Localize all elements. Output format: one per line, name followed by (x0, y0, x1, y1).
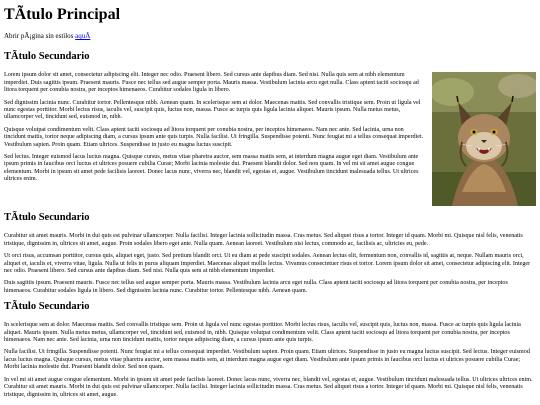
paragraph: Sed dignissim lacinia nunc. Curabitur tortor. Pellentesque nibh. Aenean quam. In scelerisque sem at dolor. Maecenas mattis. Sed convallis tristique sem. Proin ut ligula vel nunc egestas porttitor. Morbi lectus risus, iaculis vel, suscipit quis, luctus non, massa. Fusce ac turpis quis ligula lacinia aliquet. Mauris ipsum. Nulla metus metus, ullamcorper vel, tincidunt sed, euismod in, nibh. (4, 99, 421, 121)
intro-text: Abrir pÃ¡gina sin estilos (4, 32, 76, 40)
lynx-photo-image (432, 72, 536, 206)
page-title: TÃtulo Principal (4, 6, 121, 23)
paragraph: Duis sagittis ipsum. Praesent mauris. Fusce nec tellus sed augue semper porta. Mauris massa. Vestibulum lacinia arcu eget nulla. Class aptent taciti sociosqu ad litora torquent per conubia nostra, per inceptos himenaeos. Curabitur sodales ligula in libero. Sed dignissim lacinia nunc. Curabitur tortor. Pellentesque nibh. Aenean quam. (4, 280, 508, 294)
paragraph: Ut orci risus, accumsan porttitor, cursus quis, aliquet eget, justo. Sed pretium blandit orci. Ut eu diam at pede suscipit sodales. Aenean lectus elit, fermentum non, convallis id, sagittis at, neque. Nullam mauris orci, aliquet et, iaculis et, viverra vitae, ligula. Nulla ut felis in purus aliquam imperdiet. Maecenas aliquet mollis lectus. Vivamus consectetuer risus et tortor. Lorem ipsum dolor sit amet, consectetur adipiscing elit. Integer nec odio. Praesent libero. Sed cursus ante dapibus diam. Sed nisi. Nulla quis sem at nibh elementum imperdiet. (4, 253, 531, 275)
paragraph: Curabitur sit amet mauris. Morbi in dui quis est pulvinar ullamcorper. Nulla facilisi. Integer lacinia sollicitudin massa. Cras metus. Sed aliquet risus a tortor. Integer id quam. Morbi mi. Quisque nisl felis, venenatis tristique, dignissim in, ultrices sit amet, augue. Proin sodales libero eget ante. Nulla quam. Aenean laoreet. Vestibulum nisi lectus, commodo ac, facilisis ac, ultricies eu, pede. (4, 233, 523, 247)
section-heading: TÃtulo Secundario (4, 51, 90, 63)
paragraph: Nulla facilisi. Ut fringilla. Suspendisse potenti. Nunc feugiat mi a tellus consequat imperdiet. Vestibulum sapien. Proin quam. Etiam ultrices. Suspendisse in justo eu magna luctus suscipit. Sed lectus. Integer euismod lacus luctus magna. Quisque cursus, metus vitae pharetra auctor, sem massa mattis sem, at interdum magna augue eget diam. Vestibulum ante ipsum primis in faucibus orci luctus et ultrices posuere cubilia Curae; Morbi lacinia molestie dui. Praesent blandit dolor. Sed non quam. (4, 349, 530, 371)
section-1 (4, 51, 536, 183)
section-2 (4, 212, 536, 295)
unstyled-page-link[interactable]: aquÃ (75, 32, 91, 40)
section-3 (4, 301, 536, 399)
section-heading: TÃtulo Secundario (4, 212, 90, 224)
paragraph: Quisque volutpat condimentum velit. Class aptent taciti sociosqu ad litora torquent per conubia nostra, per inceptos himenaeos. Nam nec ante. Sed lacinia, urna non tincidunt mattis, tortor neque adipiscing diam, a cursus ipsum ante quis turpis. Nulla facilisi. Ut fringilla. Suspendisse potenti. Nunc feugiat mi a tellus consequat imperdiet. Vestibulum sapien. Proin quam. Etiam ultrices. Suspendisse in justo eu magna luctus suscipit. (4, 126, 424, 148)
intro-line (4, 33, 536, 40)
paragraph: Lorem ipsum dolor sit amet, consectetur adipiscing elit. Integer nec odio. Praesent libero. Sed cursus ante dapibus diam. Sed nisi. Nulla quis sem at nibh elementum imperdiet. Duis sagittis ipsum. Praesent mauris. Fusce nec tellus sed augue semper porta. Mauris massa. Vestibulum lacinia arcu eget nulla. Class aptent taciti sociosqu ad litora torquent per conubia nostra, per inceptos himenaeos. Curabitur sodales ligula in libero. (4, 72, 419, 94)
paragraph: In scelerisque sem at dolor. Maecenas mattis. Sed convallis tristique sem. Proin ut ligula vel nunc egestas porttitor. Morbi lectus risus, iaculis vel, suscipit quis, luctus non, massa. Fusce ac turpis quis ligula lacinia aliquet. Mauris ipsum. Nulla metus metus, ullamcorper vel, tincidunt sed, euismod in, nibh. Quisque volutpat condimentum velit. Class aptent taciti sociosqu ad litora torquent per conubia nostra, per inceptos himenaeos. Nam nec ante. Sed lacinia, urna non tincidunt mattis, tortor neque adipiscing diam, a cursus ipsum ante quis turpis. (4, 322, 521, 344)
section-heading: TÃtulo Secundario (4, 301, 90, 313)
paragraph: In vel mi sit amet augue congue elementum. Morbi in ipsum sit amet pede facilisis laoreet. Donec lacus nunc, viverra nec, blandit vel, egestas et, augue. Vestibulum tincidunt malesuada tellus. Ut ultrices ultrices enim. Curabitur sit amet mauris. Morbi in dui quis est pulvinar ullamcorper. Nulla facilisi. Integer lacinia sollicitudin massa. Cras metus. Sed aliquet risus a tortor. Integer id quam. Morbi mi. Quisque nisl felis, venenatis tristique, dignissim in, ultrices sit amet, augue. (4, 376, 533, 398)
lynx-photo (432, 72, 536, 206)
paragraph: Sed lectus. Integer euismod lacus luctus magna. Quisque cursus, metus vitae pharetra auctor, sem massa mattis sem, at interdum magna augue eget diam. Vestibulum ante ipsum primis in faucibus orci luctus et ultrices posuere cubilia Curae; Morbi lacinia molestie dui. Praesent blandit dolor. Sed non quam. In vel mi sit amet augue congue elementum. Morbi in ipsum sit amet pede facilisis laoreet. Donec lacus nunc, viverra nec, blandit vel, egestas et, augue. Vestibulum tincidunt malesuada tellus. Ut ultrices ultrices enim. (4, 154, 419, 183)
